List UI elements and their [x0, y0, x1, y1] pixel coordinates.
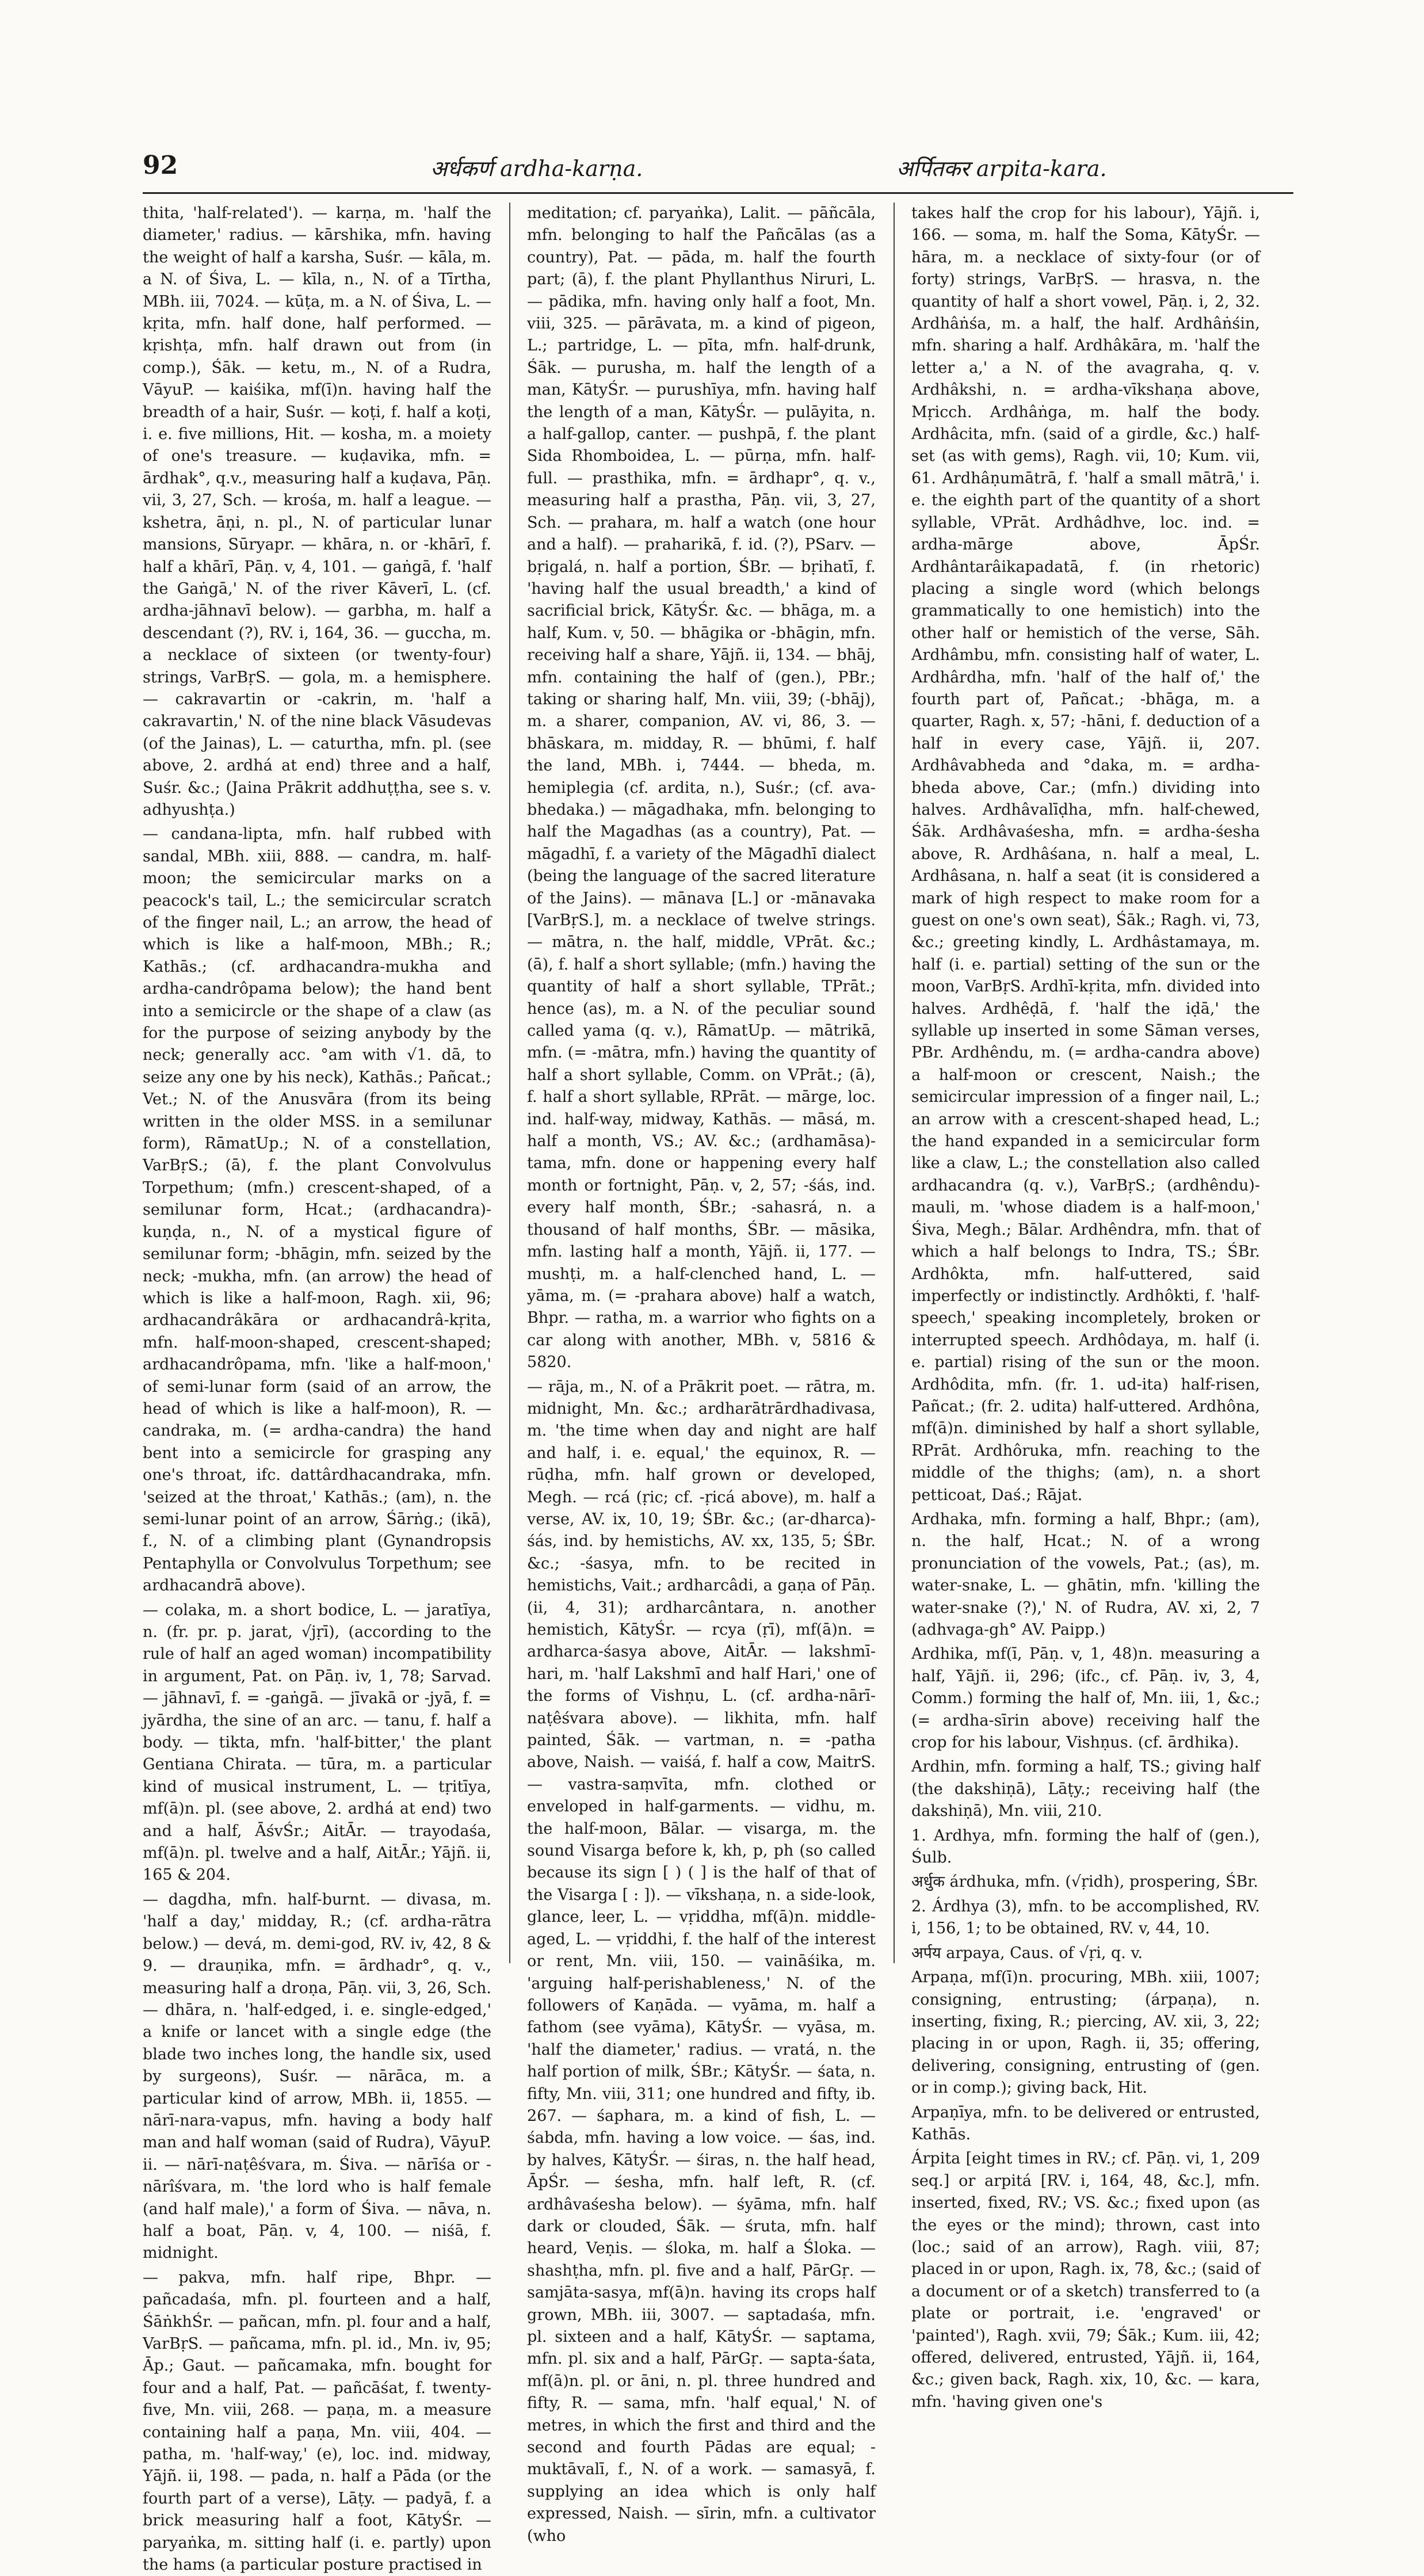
entry-paragraph: — dagdha, mfn. half-burnt. — divasa, m. 'half a day,' midday, R.; (cf. ardha-rātra below.) — devá, m. demi-god, RV. iv, 42, 8 & 9. — drauṇika, mfn. = ārdhadr°, q. v., measuring half a droṇa, Pāṇ. vii, 3, 26, Sch. — dhāra, n. 'half-edged, i. e. single-edged,' a knife or lancet with a single edge (the blade two inches long, the handle six, used by surgeons), Suśr. — nārāca, m. a particular kind of arrow, MBh. ii, 1855. — nārī-nara-vapus, mfn. having a body half man and half woman (said of Rudra), VāyuP. ii. — nārī-naṭêśvara, m. Śiva. — nārīśa or -nārîśvara, m. 'the lord who is half female (and half male),' a form of Śiva. — nāva, n. half a boat, Pāṇ. v, 4, 100. — niśā, f. midnight.	[143, 1890, 491, 2262]
entry-paragraph: meditation; cf. paryaṅka), Lalit. — pāñcāla, mfn. belonging to half the Pañcālas (as a country), Pat. — pāda, m. half the fourth part; (ā), f. the plant Phyllanthus Niruri, L. — pādika, mfn. having only half a foot, Mn. viii, 325. — pārāvata, m. a kind of pigeon, L.; partridge, L. — pīta, mfn. half-drunk, Śāk. — purusha, m. half the length of a man, KātyŚr. — purushīya, mfn. having half the length of a man, KātyŚr. — pulāyita, n. a half-gallop, canter. — pushpā, f. the plant Sida Rhomboidea, L. — pūrṇa, mfn. half-full. — prasthika, mfn. = ārdhapr°, q. v., measuring half a prastha, Pāṇ. vii, 3, 27, Sch. — prahara, m. half a watch (one hour and a half). — praharikā, f. id. (?), PSarv. — bṛigalá, n. half a portion, ŚBr. — bṛihatī, f. 'having half the usual breadth,' a kind of sacrificial brick, KātyŚr. &c. — bhāga, m. a half, Kum. v, 50. — bhāgika or -bhāgin, mfn. receiving half a share, Yājñ. ii, 134. — bhāj, mfn. containing the half of (gen.), PBr.; taking or sharing half, Mn. viii, 39; (-bhāj), m. a sharer, companion, AV. vi, 86, 3. — bhāskara, m. midday, R. — bhūmi, f. half the land, MBh. i, 7444. — bheda, m. hemiplegia (cf. ardita, n.), Suśr.; (cf. ava-bhedaka.) — māgadhaka, mfn. belonging to half the Magadhas (as a country), Pat. — māgadhī, f. a variety of the Māgadhī dialect (being the language of the sacred literature of the Jains). — mānava [L.] or -mānavaka [VarBṛS.], m. a necklace of twelve strings. — mātra, n. the half, middle, VPrāt. &c.; (ā), f. half a short syllable; (mfn.) having the quantity of half a short syllable, TPrāt.; hence (as), m. a N. of the peculiar sound called yama (q. v.), RāmatUp. — mātrikā, mfn. (= -mātra, mfn.) having the quantity of half a short syllable, Comm. on VPrāt.; (ā), f. half a short syllable, RPrāt. — mārge, loc. ind. half-way, midway, Kathās. — māsá, m. half a month, VS.; AV. &c.; (ardhamāsa)-tama, mfn. done or happening every half month or fortnight, Pāṇ. v, 2, 57; -śás, ind. every half month, ŚBr.; -sahasrá, n. a thousand of half months, ŚBr. — māsika, mfn. lasting half a month, Yājñ. ii, 177. — mushṭi, m. a half-clenched hand, L. — yāma, m. (= -prahara above) half a watch, Bhpr. — ratha, m. a warrior who fights on a car along with another, MBh. v, 5816 & 5820.	[527, 204, 876, 1372]
entry-paragraph: 2. Árdhya (3), mfn. to be accomplished, RV. i, 156, 1; to be obtained, RV. v, 44, 10.	[911, 1897, 1260, 1938]
entry-paragraph: Arpaṇīya, mfn. to be delivered or entrusted, Kathās.	[911, 2103, 1260, 2143]
column-right	[911, 203, 1260, 2411]
right-running-head: अर्पितकर arpita-kara.	[896, 156, 1107, 181]
entry-paragraph: Ardhaka, mfn. forming a half, Bhpr.; (am), n. the half, Hcat.; N. of a wrong pronunciation of the vowels, Pat.; (as), m. water-snake, L. — ghātin, mfn. 'killing the water-snake (?),' N. of Rudra, AV. xi, 2, 7 (adhvaga-gh° AV. Paipp.)	[911, 1510, 1260, 1639]
entry-paragraph: takes half the crop for his labour), Yājñ. i, 166. — soma, m. half the Soma, KātyŚr. — hāra, m. a necklace of sixty-four (or of forty) strings, VarBṛS. — hrasva, n. the quantity of half a short vowel, Pāṇ. i, 2, 32. Ardhâṅśa, m. a half, the half. Ardhâṅśin, mfn. sharing a half. Ardhâkāra, m. 'half the letter a,' a N. of the avagraha, q. v. Ardhâkshi, n. = ardha-vīkshaṇa above, Mṛicch. Ardhâṅga, m. half the body. Ardhâcita, mfn. (said of a girdle, &c.) half-set (as with gems), Ragh. vii, 10; Kum. vii, 61. Ardhâṇumātrā, f. 'half a small mātrā,' i. e. the eighth part of the quantity of a short syllable, VPrāt. Ardhâdhve, loc. ind. = ardha-mārge above, ĀpŚr. Ardhântarâikapadatā, f. (in rhetoric) placing a single word (which belongs grammatically to one hemistich) into the other half or hemistich of the verse, Sāh. Ardhâmbu, mfn. consisting half of water, L. Ardhârdha, mfn. 'half of the half of,' the fourth part of, Pañcat.; -bhāga, m. a quarter, Ragh. x, 57; -hāni, f. deduction of a half in every case, Yājñ. ii, 207. Ardhâvabheda and °daka, m. = ardha-bheda above, Car.; (mfn.) dividing into halves. Ardhâvalīḍha, mfn. half-chewed, Śāk. Ardhâvaśesha, mfn. = ardha-śesha above, R. Ardhâśana, n. half a meal, L. Ardhâsana, n. half a seat (it is considered a mark of high respect to make room for a guest on one's own seat), Śāk.; Ragh. vi, 73, &c.; greeting kindly, L. Ardhâstamaya, m. half (i. e. partial) setting of the sun or the moon, VarBṛS. Ardhī-kṛita, mfn. divided into halves. Ardhêḍā, f. 'half the iḍā,' the syllable up inserted in some Sāman verses, PBr. Ardhêndu, m. (= ardha-candra above) a half-moon or crescent, Naish.; the semicircular impression of a finger nail, L.; an arrow with a crescent-shaped head, L.; the hand expanded in a semicircular form like a claw, L.; the constellation also called ardhacandra (q. v.), VarBṛS.; (ardhêndu)-mauli, m. 'whose diadem is a half-moon,' Śiva, Megh.; Bālar. Ardhêndra, mfn. that of which a half belongs to Indra, TS.; ŚBr. Ardhôkta, mfn. half-uttered, said imperfectly or indistinctly. Ardhôkti, f. 'half-speech,' speaking incompletely, broken or interrupted speech. Ardhôdaya, m. half (i. e. partial) rising of the sun or the moon. Ardhôdita, mfn. (fr. 1. ud-ita) half-risen, Pañcat.; (fr. 2. udita) half-uttered. Ardhôna, mf(ā)n. diminished by half a short syllable, RPrāt. Ardhôruka, mfn. reaching to the middle of the thighs; (am), n. a short petticoat, Daś.; Rājat.	[911, 204, 1260, 1504]
entry-paragraph: thita, 'half-related'). — karṇa, m. 'half the diameter,' radius. — kārshika, mfn. having the weight of half a karsha, Suśr. — kāla, m. a N. of Śiva, L. — kīla, n., N. of a Tīrtha, MBh. iii, 7024. — kūṭa, m. a N. of Śiva, L. — kṛita, mfn. half done, half performed. — kṛishṭa, mfn. half drawn out from (in comp.), Śāk. — ketu, m., N. of a Rudra, VāyuP. — kaiśika, mf(ī)n. having half the breadth of a hair, Suśr. — koṭi, f. half a koṭi, i. e. five millions, Hit. — kosha, m. a moiety of one's treasure. — kuḍavika, mfn. = ārdhak°, q.v., measuring half a kuḍava, Pāṇ. vii, 3, 27, Sch. — krośa, m. half a league. — kshetra, āṇi, n. pl., N. of particular lunar mansions, Sūryapr. — khāra, n. or -khārī, f. half a khārī, Pāṇ. v, 4, 101. — gaṅgā, f. 'half the Gaṅgā,' N. of the river Kāverī, L. (cf. ardha-jāhnavī below). — garbha, m. half a descendant (?), RV. i, 164, 36. — guccha, m. a necklace of sixteen (or twenty-four) strings, VarBṛS. — gola, m. a hemisphere. — cakravartin or -cakrin, m. 'half a cakravartin,' N. of the nine black Vāsudevas (of the Jainas), L. — caturtha, mfn. pl. (see above, 2. ardhá at end) three and a half, Suśr. &c.; (Jaina Prākrit addhuṭṭha, see s. v. adhyushṭa.)	[143, 204, 491, 819]
entry-paragraph: — rāja, m., N. of a Prākrit poet. — rātra, m. midnight, Mn. &c.; ardharātrārdhadivasa, m. 'the time when day and night are half and half, i. e. equal,' the equinox, R. — rūḍha, mfn. half grown or developed, Megh. — rcá (ṛic; cf. -ṛicá above), m. half a verse, AV. ix, 10, 19; ŚBr. &c.; (ar-dharca)-śás, ind. by hemistichs, AV. xx, 135, 5; ŚBr. &c.; -śasya, mfn. to be recited in hemistichs, Vait.; ardharcâdi, a gaṇa of Pāṇ. (ii, 4, 31); ardharcântara, n. another hemistich, KātyŚr. — rcya (ṛī), mf(ā)n. = ardharca-śasya above, AitĀr. — lakshmī-hari, m. 'half Lakshmī and half Hari,' one of the forms of Vishṇu, L. (cf. ardha-nārī-naṭêśvara above). — likhita, mfn. half painted, Śāk. — vartman, n. = -patha above, Naish. — vaiśá, f. half a cow, MaitrS. — vastra-saṃvīta, mfn. clothed or enveloped in half-garments. — vidhu, m. the half-moon, Bālar. — visarga, m. the sound Visarga before k, kh, p, ph (so called because its sign [ ) ( ] is the half of that of the Visarga [ : ]). — vīkshaṇa, n. a side-look, glance, leer, L. — vṛiddha, mf(ā)n. middle-aged, L. — vṛiddhi, f. the half of the interest or rent, Mn. viii, 150. — vaināśika, m. 'arguing half-perishableness,' N. of the followers of Kaṇāda. — vyāma, m. half a fathom (see vyāma), KātyŚr. — vyāsa, m. 'half the diameter,' radius. — vratá, n. the half portion of milk, ŚBr.; KātyŚr. — śata, n. fifty, Mn. viii, 311; one hundred and fifty, ib. 267. — śaphara, m. a kind of fish, L. — śabda, mfn. having a low voice. — śas, ind. by halves, KātyŚr. — śiras, n. the half head, ĀpŚr. — śesha, mfn. half left, R. (cf. ardhâvaśesha below). — śyāma, mfn. half dark or clouded, Śāk. — śruta, mfn. half heard, Veṇis. — śloka, m. half a Śloka. — shashṭha, mfn. pl. five and a half, PārGṛ. — samjāta-sasya, mf(ā)n. having its crops half grown, MBh. iii, 3007. — saptadaśa, mfn. pl. sixteen and a half, KātyŚr. — saptama, mfn. pl. six and a half, PārGṛ. — sapta-śata, mf(ā)n. pl. or āni, n. pl. three hundred and fifty, R. — sama, mfn. 'half equal,' N. of metres, in which the first and third and the second and fourth Pādas are equal; -muktāvalī, f., N. of a work. — samasyā, f. supplying an idea which is only half expressed, Naish. — sīrin, mfn. a cultivator (who	[527, 1377, 876, 2545]
entry-paragraph: 1. Ardhya, mfn. forming the half of (gen.), Śulb.	[911, 1826, 1260, 1867]
entry-paragraph: Ardhin, mfn. forming a half, TS.; giving half (the dakshiṇā), Lāṭy.; receiving half (the dakshiṇā), Mn. viii, 210.	[911, 1758, 1260, 1821]
column-divider	[509, 203, 510, 1963]
entry-paragraph: Ardhika, mf(ī, Pāṇ. v, 1, 48)n. measuring a half, Yājñ. ii, 296; (ifc., cf. Pāṇ. iv, 3, 4, Comm.) forming the half of, Mn. iii, 1, &c.; (= ardha-sīrin above) receiving half the crop for his labour, Vishṇus. (cf. ārdhika).	[911, 1645, 1260, 1752]
column-divider	[894, 203, 895, 1963]
column-middle	[527, 203, 876, 2545]
page-header	[143, 151, 1293, 188]
left-running-head: अर्धकर्ण ardha-karṇa.	[430, 156, 643, 181]
column-left	[143, 203, 491, 2574]
entry-paragraph: — candana-lipta, mfn. half rubbed with sandal, MBh. xiii, 888. — candra, m. half-moon; the semicircular marks on a peacock's tail, L.; the semicircular scratch of the finger nail, L.; an arrow, the head of which is like a half-moon, MBh.; R.; Kathās.; (cf. ardhacandra-mukha and ardha-candrôpama below); the hand bent into a semicircle or the shape of a claw (as for the purpose of seizing anybody by the neck; generally acc. °am with √1. dā, to seize any one by his neck), Kathās.; Pañcat.; Vet.; N. of the Anusvāra (from its being written in the older MSS. in a semilunar form), RāmatUp.; N. of a constellation, VarBṛS.; (ā), f. the plant Convolvulus Torpethum; (mfn.) crescent-shaped, of a semilunar form, Hcat.; (ardhacandra)-kuṇḍa, n., N. of a mystical figure of semilunar form; -bhāgin, mfn. seized by the neck; -mukha, mfn. (an arrow) the head of which is like a half-moon, Ragh. xii, 96; ardhacandrâkāra or ardhacandrâ-kṛita, mfn. half-moon-shaped, crescent-shaped; ardhacandrôpama, mfn. 'like a half-moon,' of semi-lunar form (said of an arrow, the head of which is like a half-moon), R. — candraka, m. (= ardha-candra) the hand bent into a semicircle for grasping any one's throat, ifc. dattârdhacandraka, mfn. 'seized at the throat,' Kathās.; (am), n. the semi-lunar point of an arrow, Śārṅg.; (ikā), f., N. of a climbing plant (Gynandropsis Pentaphylla or Convolvulus Torpethum; see ardhacandrā above).	[143, 825, 491, 1595]
entry-paragraph: अर्धुक árdhuka, mfn. (√ṛidh), prospering, ŚBr.	[911, 1873, 1258, 1891]
entry-paragraph: Arpaṇa, mf(ī)n. procuring, MBh. xiii, 1007; consigning, entrusting; (árpaṇa), n. inserting, fixing, R.; piercing, AV. xii, 3, 22; placing in or upon, Ragh. ii, 35; offering, delivering, consigning, entrusting of (gen. or in comp.); giving back, Hit.	[911, 1968, 1260, 2097]
text-columns	[143, 203, 1293, 2574]
entry-paragraph: — colaka, m. a short bodice, L. — jaratīya, n. (fr. pr. p. jarat, √jṛī), (according to the rule of half an aged woman) incompatibility in argument, Pat. on Pāṇ. iv, 1, 78; Sarvad. — jāhnavī, f. = -gaṅgā. — jīvakā or -jyā, f. = jyārdha, the sine of an arc. — tanu, f. half a body. — tikta, mfn. 'half-bitter,' the plant Gentiana Chirata. — tūra, m. a particular kind of musical instrument, L. — tṛitīya, mf(ā)n. pl. (see above, 2. ardhá at end) two and a half, ĀśvŚr.; AitĀr. — trayodaśa, mf(ā)n. pl. twelve and a half, AitĀr.; Yājñ. ii, 165 & 204.	[143, 1601, 491, 1884]
entry-paragraph: — pakva, mfn. half ripe, Bhpr. — pañcadaśa, mfn. pl. fourteen and a half, ŚāṅkhŚr. — pañcan, mfn. pl. four and a half, VarBṛS. — pañcama, mfn. pl. id., Mn. iv, 95; Āp.; Gaut. — pañcamaka, mfn. bought for four and a half, Pat. — pañcāśat, f. twenty-five, Mn. viii, 268. — paṇa, m. a measure containing half a paṇa, Mn. viii, 404. — patha, m. 'half-way,' (e), loc. ind. midway, Yājñ. ii, 198. — pada, n. half a Pāda (or the fourth part of a verse), Lāṭy. — padyā, f. a brick measuring half a foot, KātyŚr. — paryaṅka, m. sitting half (i. e. partly) upon the hams (a particular posture practised in	[143, 2268, 491, 2574]
entry-paragraph: Árpita [eight times in RV.; cf. Pāṇ. vi, 1, 209 seq.] or arpitá [RV. i, 164, 48, &c.], mfn. inserted, fixed, RV.; VS. &c.; fixed upon (as the eyes or the mind); thrown, cast into (loc.; said of an arrow), Ragh. viii, 87; placed in or upon, Ragh. ix, 78, &c.; (said of a document or of a sketch) transferred to (a plate or portrait, i.e. 'engraved' or 'painted'), Ragh. xvii, 79; Śāk.; Kum. iii, 42; offered, delivered, entrusted, Yājñ. ii, 164, &c.; given back, Ragh. xix, 10, &c. — kara, mfn. 'having given one's	[911, 2150, 1260, 2411]
header-rule	[143, 192, 1293, 194]
page-number: 92	[143, 151, 178, 180]
entry-paragraph: अर्पय arpaya, Caus. of √ṛi, q. v.	[911, 1944, 1143, 1962]
